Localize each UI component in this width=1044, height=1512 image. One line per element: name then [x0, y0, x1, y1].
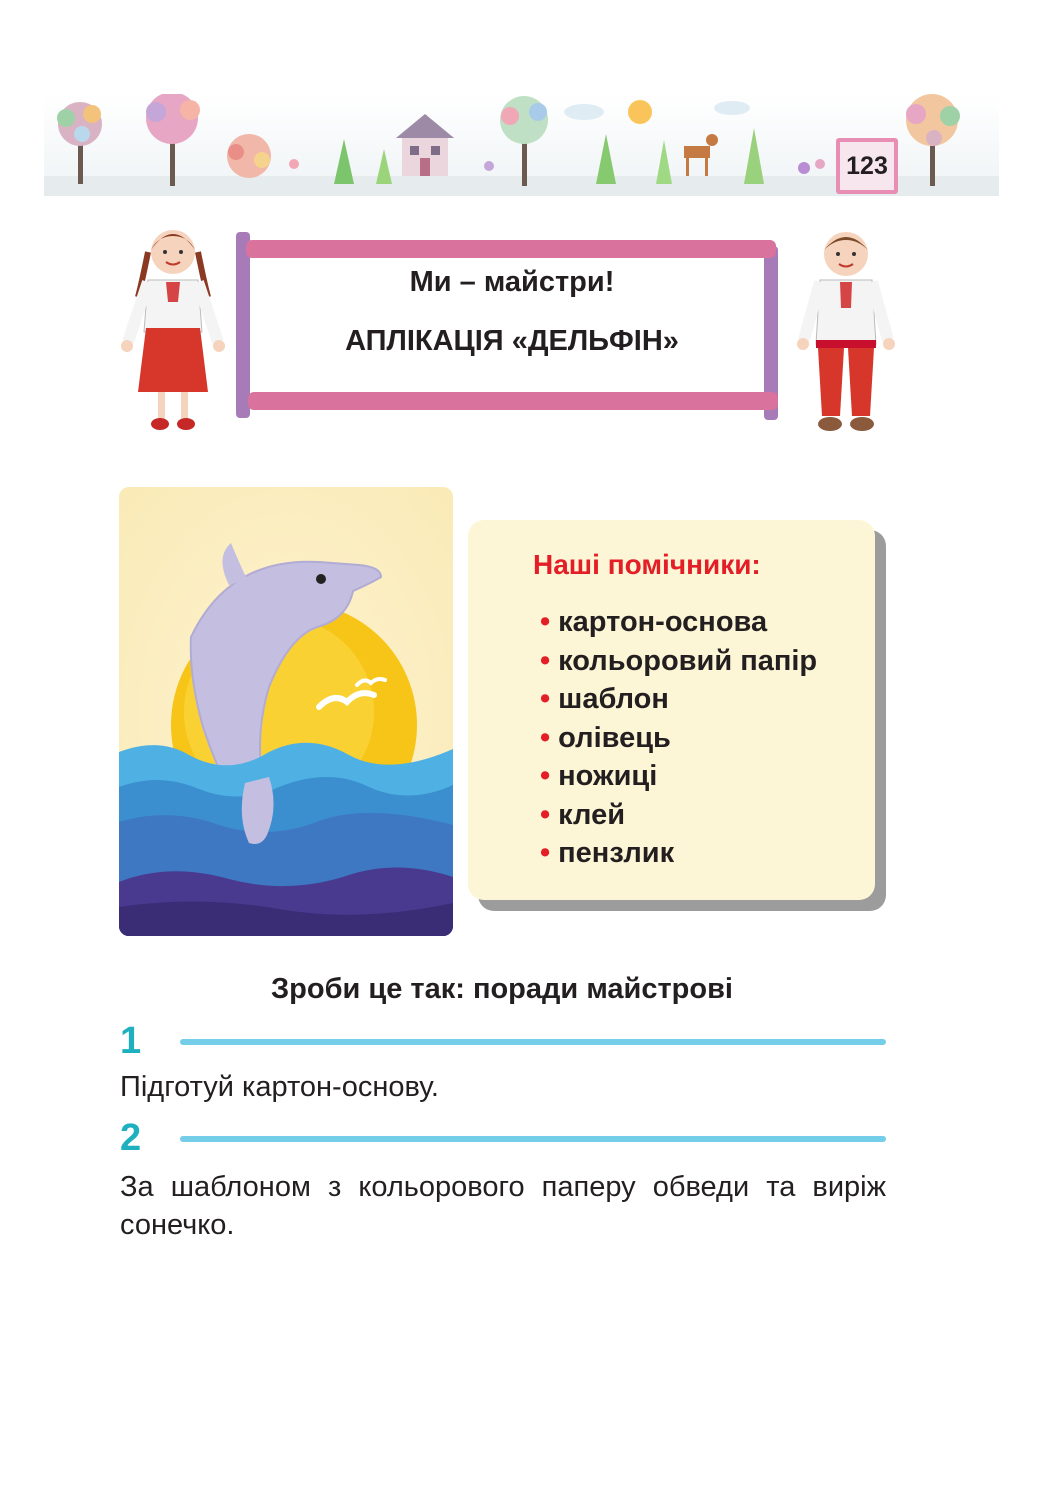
bullet-icon: •	[540, 606, 551, 638]
list-item	[540, 757, 817, 796]
bullet-icon: •	[540, 721, 551, 754]
material-label: клей	[558, 798, 626, 831]
page-number-badge: 123	[836, 138, 898, 194]
dolphin-applique-image	[119, 487, 453, 936]
title-heading: Ми – майстри!	[409, 266, 615, 298]
list-item	[540, 680, 817, 719]
material-label: пензлик	[558, 837, 675, 869]
material-label: кольоровий папір	[558, 644, 818, 677]
materials-list	[540, 603, 817, 873]
boy-illustration	[796, 224, 896, 439]
step-number: 1	[120, 1020, 142, 1062]
list-item	[540, 719, 817, 758]
material-label: картон-основа	[558, 606, 768, 638]
title-subheading: АПЛІКАЦІЯ «ДЕЛЬФІН»	[345, 325, 679, 357]
list-item	[540, 603, 817, 642]
step-text: Підготуй картон-основу.	[120, 1071, 439, 1103]
bullet-icon: •	[540, 683, 551, 715]
step-number: 2	[120, 1117, 142, 1159]
material-label: олівець	[558, 721, 671, 754]
steps-heading: Зроби це так: поради майстрові	[270, 973, 733, 1005]
material-label: ножиці	[558, 760, 658, 792]
materials-heading: Наші помічники:	[533, 549, 761, 580]
list-item	[540, 834, 817, 873]
step-divider	[180, 1039, 886, 1045]
list-item	[540, 642, 817, 681]
bullet-icon: •	[540, 837, 551, 869]
bullet-icon: •	[540, 760, 551, 792]
list-item	[540, 796, 817, 835]
step-text: За шаблоном з кольорового паперу обведи та виріж сонечко.	[120, 1171, 886, 1241]
bullet-icon: •	[540, 644, 551, 677]
girl-illustration	[118, 222, 228, 437]
material-label: шаблон	[558, 683, 669, 715]
step-divider	[180, 1136, 886, 1142]
bullet-icon: •	[540, 798, 551, 831]
